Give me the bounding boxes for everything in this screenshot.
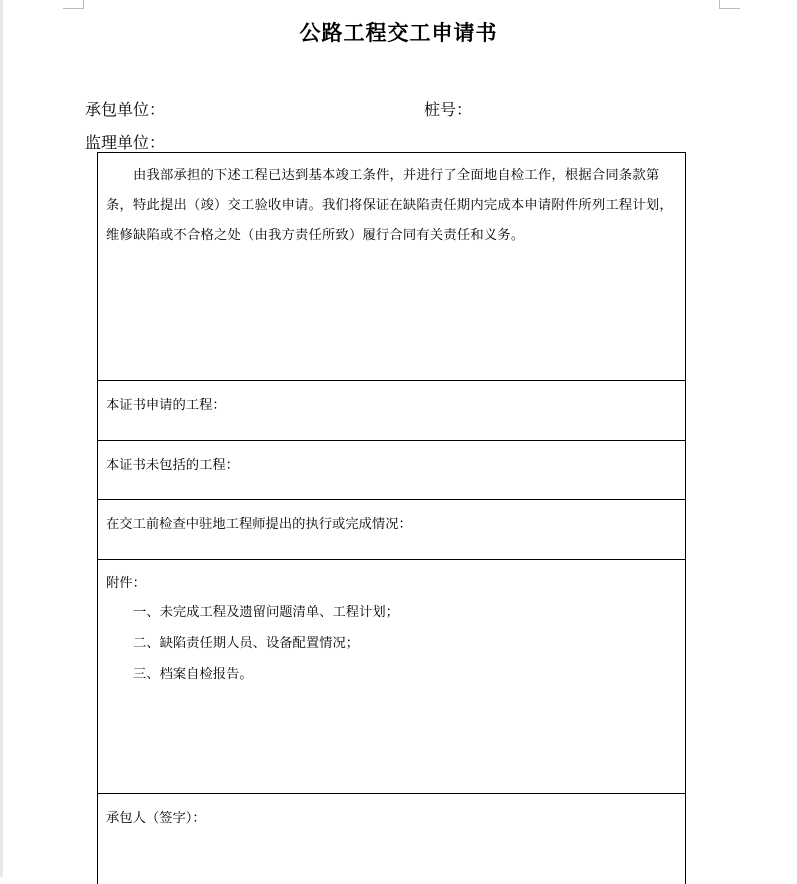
page-corner-mark-left [63, 0, 84, 9]
attachment-item: 二、缺陷责任期人员、设备配置情况； [133, 636, 360, 651]
station-number-label: 桩号： [424, 100, 473, 119]
attachments-cell [98, 560, 685, 794]
intro-statement-text: 由我部承担的下述工程已达到基本竣工条件，并进行了全面地自检工作，根据合同条款第条，特此提出（竣）交工验收申请。我们将保证在缺陷责任期内完成本申请附件所列工程计划，维修缺陷或不合格之处（由我方责任所致）履行合同有关责任和义务。 [106, 168, 673, 243]
excluded-works-label: 本证书未包括的工程： [106, 458, 239, 473]
contractor-signature-label: 承包人（签字）： [106, 811, 206, 826]
application-form-table [97, 152, 686, 884]
intro-statement-cell [98, 153, 685, 381]
page-corner-mark-right [719, 0, 740, 9]
inspection-status-cell [98, 500, 685, 560]
applied-works-cell [98, 381, 685, 441]
excluded-works-cell [98, 441, 685, 500]
inspection-status-label: 在交工前检查中驻地工程师提出的执行或完成情况： [106, 517, 412, 532]
attachments-label: 附件： [106, 576, 146, 591]
signature-cell [98, 794, 685, 884]
applied-works-label: 本证书申请的工程： [106, 398, 226, 413]
attachment-item: 一、未完成工程及遗留问题清单、工程计划； [133, 605, 399, 620]
attachment-item: 三、档案自检报告。 [133, 667, 253, 682]
supervisor-unit-label: 监理单位： [85, 133, 166, 152]
contractor-unit-label: 承包单位： [85, 100, 166, 119]
page-left-edge [0, 0, 3, 877]
document-title: 公路工程交工申请书 [299, 20, 498, 45]
